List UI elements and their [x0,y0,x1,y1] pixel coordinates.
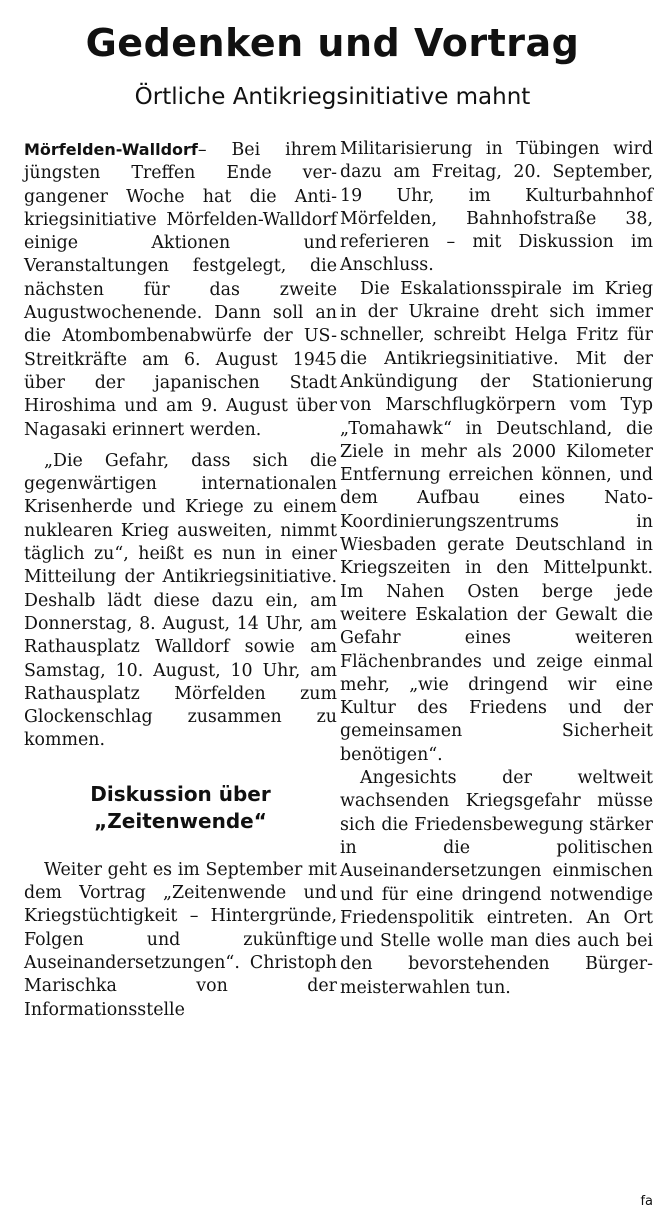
article-paragraph: „Die Gefahr, dass sich die gegenwärtigen internationalen Krisenherde und Kriege zu einem nuklearen Krieg ausweiten, nimmt täglich zu“, heißt es nun in einer Mitteilung der Antikriegsinitiative. Deshalb lädt diese dazu ein, am Donnerstag, 8. August, 14 Uhr, am Rathausplatz Walldorf sowie am Samstag, 10. August, 10 Uhr, am Rathausplatz Mörfelden zum Glockenschlag zusammen zu kommen. [24,450,337,751]
section-subheading [24,781,337,835]
article-paragraph: Militarisierung in Tübingen wird dazu am Freitag, 20. September, 19 Uhr, im Kulturbahnhof Mörfelden, Bahnhofstraße 38, referieren – mit Diskussion im Anschluss. [340,139,653,276]
article-column-left [24,138,337,1030]
article-headline: Gedenken und Vortrag [85,21,580,65]
article-subheadline: Örtliche Antikriegsinitiative mahnt [134,84,531,110]
article-paragraph: Weiter geht es im September mit dem Vortrag „Zeitenwende und Kriegstüchtigkeit – Hintergründe, Folgen und zukünftige Auseinandersetzungen“. Christoph Marischka von der Informationsstelle [24,859,337,1020]
author-initials: fa [640,1194,653,1209]
article-paragraph: Angesichts der weltweit wachsenden Kriegsgefahr müsse sich die Friedensbewegung stärker in die politischen Auseinandersetzungen einmischen und für eine dringend notwendige Friedenspolitik eintreten. An Ort und Stelle wolle man dies auch bei den bevorstehenden Bürgermeisterwahlen tun. [340,768,653,998]
subheading-line: „Zeitenwende“ [94,808,267,833]
subheading-line: Diskussion über [90,781,271,806]
article-column-right [340,138,653,1008]
paragraph-text: – Bei ihrem jüngsten Treffen Ende vergangener Woche hat die Antikriegsinitiative Mörfelden-Walldorf einige Aktionen und Veranstaltungen festgelegt, die nächsten für das zweite Augustwochenende. Dann soll an die Atombombenabwürfe der US-Streitkräfte am 6. August 1945 über der japanischen Stadt Hiroshima und am 9. August über Nagasaki erinnert werden. [24,140,337,440]
article-paragraph: Die Eskalationsspirale im Krieg in der Ukraine dreht sich immer schneller, schreibt Helga Fritz für die Antikriegsinitiative. Mit der Ankündigung der Stationierung von Marschflugkörpern vom Typ „Tomahawk“ in Deutschland, die Ziele in mehr als 2000 Kilometer Entfernung erreichen können, und dem Aufbau eines Nato-Koordinierungszentrums in Wiesbaden gerate Deutschland in Kriegszeiten in den Mittelpunkt. Im Nahen Osten berge jede weitere Eskalation der Gewalt die Gefahr eines weiteren Flächenbrandes und zeige einmal mehr, „wie dringend wir eine Kultur des Friedens und der gemeinsamen Sicherheit benötigen“. [340,278,653,765]
article-paragraph [24,138,337,442]
article-dateline: Mörfelden-Walldorf [24,140,198,159]
